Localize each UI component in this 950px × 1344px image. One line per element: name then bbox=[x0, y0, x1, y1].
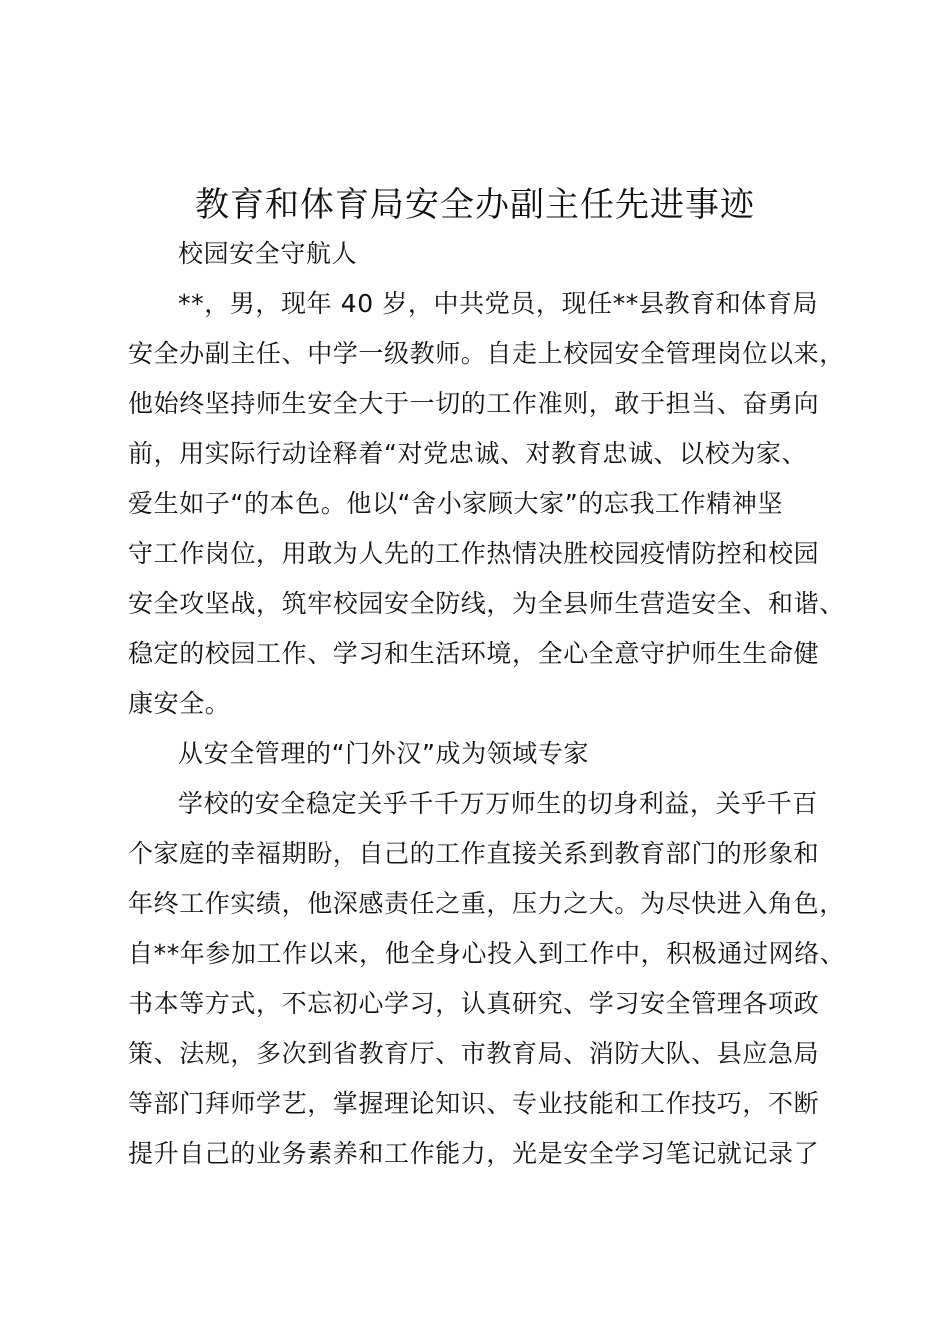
paragraph-line: 安全办副主任、中学一级教师。自走上校园安全管理岗位以来， bbox=[128, 339, 845, 368]
paragraph-line: 策、法规，多次到省教育厅、市教育局、消防大队、县应急局 bbox=[128, 1039, 820, 1068]
paragraph-line: 他始终坚持师生安全大于一切的工作准则，敢于担当、奋勇向 bbox=[128, 389, 820, 418]
paragraph-line: 前，用实际行动诠释着“对党忠诚、对教育忠诚、以校为家、 bbox=[128, 439, 808, 468]
document-title: 教育和体育局安全办副主任先进事迹 bbox=[195, 185, 755, 225]
paragraph-line: 守工作岗位，用敢为人先的工作热情决胜校园疫情防控和校园 bbox=[128, 539, 820, 568]
paragraph-line: 等部门拜师学艺，掌握理论知识、专业技能和工作技巧，不断 bbox=[128, 1089, 820, 1118]
paragraph-line: 年终工作实绩，他深感责任之重，压力之大。为尽快进入角色， bbox=[128, 889, 845, 918]
paragraph-line: 书本等方式，不忘初心学习，认真研究、学习安全管理各项政 bbox=[128, 989, 820, 1018]
paragraph-line: 爱生如子“的本色。他以“舍小家顾大家”的忘我工作精神坚 bbox=[128, 489, 784, 518]
paragraph-line: 安全攻坚战，筑牢校园安全防线，为全县师生营造安全、和谐、 bbox=[128, 589, 845, 618]
document-subtitle: 校园安全守航人 bbox=[178, 239, 358, 268]
paragraph-line: 康安全。 bbox=[128, 689, 231, 718]
paragraph-line: 稳定的校园工作、学习和生活环境，全心全意守护师生生命健 bbox=[128, 639, 820, 668]
paragraph-line: 个家庭的幸福期盼，自己的工作直接关系到教育部门的形象和 bbox=[128, 839, 820, 868]
paragraph-line: **，男，现年 40 岁，中共党员，现任**县教育和体育局 bbox=[178, 289, 819, 318]
paragraph-line: 提升自己的业务素养和工作能力，光是安全学习笔记就记录了 bbox=[128, 1139, 820, 1168]
section-heading: 从安全管理的“门外汉”成为领域专家 bbox=[178, 739, 590, 768]
paragraph-line: 自**年参加工作以来，他全身心投入到工作中，积极通过网络、 bbox=[128, 939, 846, 968]
paragraph-line: 学校的安全稳定关乎千千万万师生的切身利益，关乎千百 bbox=[178, 789, 819, 818]
